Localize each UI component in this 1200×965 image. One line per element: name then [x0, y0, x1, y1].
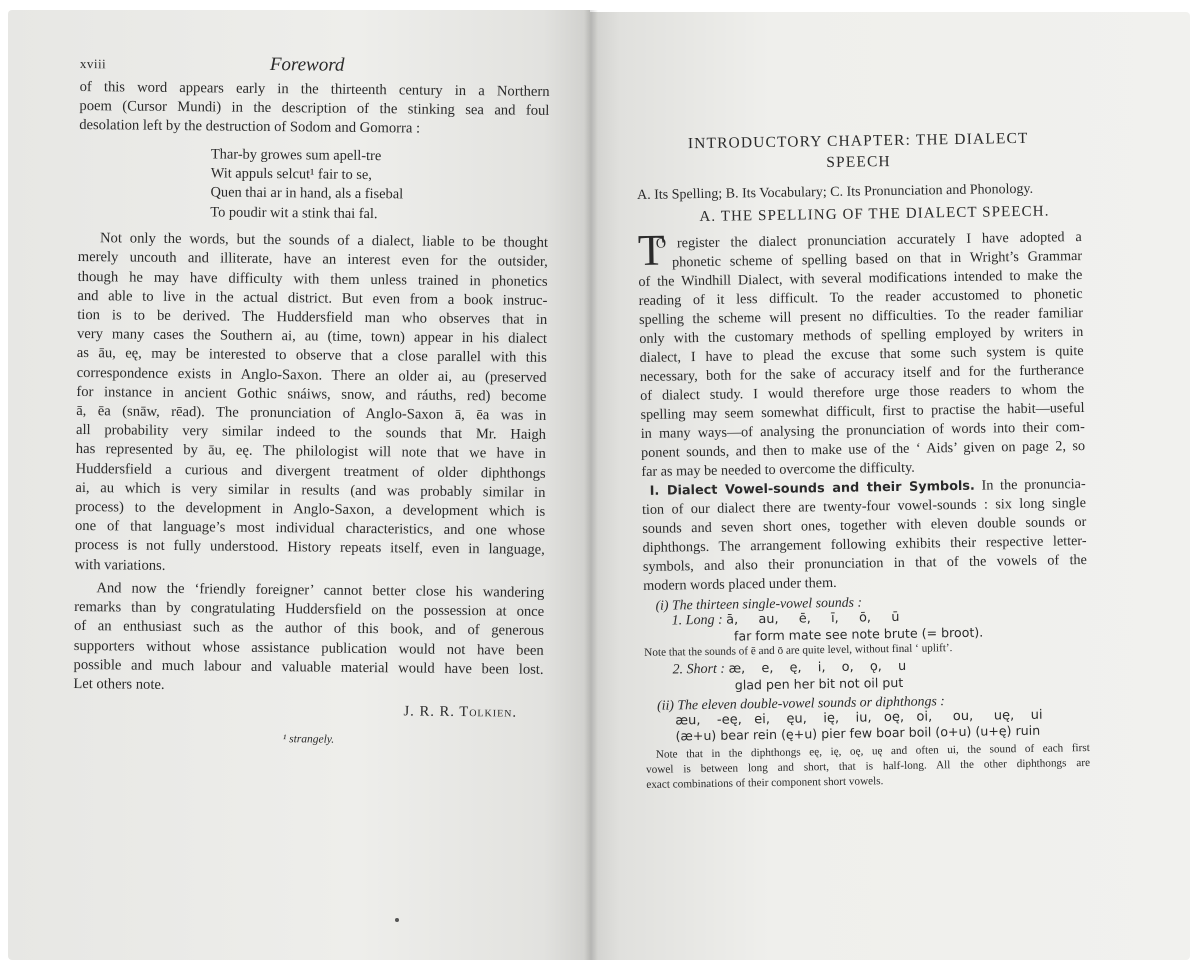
text-line: far as may be needed to overcome the difficulty.	[641, 459, 915, 480]
text-line: reading of it less difficult. To the reader accustomed to phonetic	[638, 286, 1083, 309]
single-vowel-heading: (i) The thirteen single-vowel sounds :	[655, 594, 863, 613]
double-vowel-heading: (ii) The eleven double-vowel sounds or diphthongs :	[656, 693, 945, 713]
running-head	[80, 52, 550, 83]
text-line: Let others note.	[73, 675, 165, 693]
short-example-words: glad pen her bit not oil put	[734, 674, 904, 693]
left-page-content	[73, 52, 550, 748]
right-page-content	[636, 121, 1090, 793]
text-line: phonetic scheme of spelling based on that in Wright’s Grammar	[671, 248, 1083, 271]
text-line: Not only the words, but the sounds of a dialect, liable to be thought	[99, 230, 549, 252]
text-line: possible and much labour and valuable material would have been lost.	[73, 656, 544, 678]
running-title: Foreword	[269, 53, 345, 76]
text-line: sounds and seven short ones, together with eleven double sounds or	[642, 513, 1087, 537]
text-line: necessary, both for the sake of accuracy itself and for the furtherance	[639, 361, 1084, 385]
long-symbols: ā, au, ē, ī, ō, ū	[726, 609, 900, 628]
poem-line: Wit appuls selcut¹ fair to se,	[210, 165, 373, 184]
text-line: diphthongs. The arrangement following exhibits their respective letter-	[642, 532, 1087, 556]
drop-cap: T	[637, 225, 666, 275]
text-line: symbols, and also their pronunciation in that of the vowels of the	[642, 551, 1087, 575]
text-line: And now the ‘friendly foreigner’ cannot better close his wandering	[96, 580, 545, 601]
text-line: process is not fully understood. History repeats itself, even in language,	[74, 537, 545, 559]
note-line: vowel is between long and short, that is half-long. All the other diphthongs are	[645, 756, 1091, 776]
text-line: spelling the scheme will present no difficulties. To the reader familiar	[638, 305, 1084, 328]
paragraph-2	[75, 229, 549, 580]
paragraph-3	[73, 579, 544, 699]
text-line: desolation left by the destruction of Sodom and Gomorra :	[79, 117, 421, 137]
text-line: of dialect study. I would therefore urge those readers to whom the	[640, 380, 1085, 404]
footnote: ¹ strangely.	[282, 733, 335, 746]
text-line: as āu, eę, may be interested to observe that a close parallel with this	[76, 345, 547, 367]
short-label: 2. Short :	[672, 661, 726, 678]
section-list: A. Its Spelling; B. Its Vocabulary; C. Its Pronunciation and Phonology.	[636, 181, 1034, 203]
short-symbols: æ, e, ę, i, o, ǫ, u	[728, 658, 907, 677]
text-line: of an enthusiast such as the author of this book, and of generous	[73, 618, 545, 640]
diphthong-example-words: (æ+u) bear rein (ę+u) pier few boar boil (o+u) (u+ę) ruin	[675, 722, 1041, 744]
text-line: and able to live in the actual district. But even from a book instruc-	[77, 287, 548, 309]
vowel-paragraph	[642, 475, 1088, 596]
text-line: only with the customary methods of spelling employed by writers in	[639, 324, 1084, 347]
text-line: though he may have difficulty with them unless trained in phonetics	[77, 268, 548, 290]
text-line: remarks than by congratulating Huddersfield on the possession at once	[74, 599, 545, 620]
long-example-words: far form mate see note brute (= broot).	[733, 624, 984, 644]
page-mark	[395, 918, 399, 922]
chapter-title-line: INTRODUCTORY CHAPTER: THE DIALECT	[687, 129, 1029, 153]
text-line: O register the dialect pronunciation accurately I have adopted a	[655, 229, 1082, 252]
paragraph-1	[79, 78, 550, 141]
poem-line: Thar-by growes sum apell-tre	[210, 145, 382, 164]
text-line: dialect, I have to plead the excuse that some such system is quite	[639, 342, 1084, 366]
text-fragment: In the pronuncia-	[981, 475, 1086, 494]
spelling-paragraph	[637, 225, 1086, 482]
text-line: correspondence exists in Anglo-Saxon. There an older ai, au (preserved	[76, 364, 547, 386]
text-line: for instance in ancient Gothic snáiws, snow, and ráuths, red) become	[76, 383, 547, 405]
chapter-title	[636, 127, 1081, 176]
text-line: spelling may seem somewhat difficult, first to practise the habit—useful	[640, 399, 1085, 423]
text-line: very many cases the Southern ai, au (time, town) appear in his dialect	[76, 326, 548, 348]
text-line: poem (Cursor Mundi) in the description of the stinking sea and foul	[79, 98, 550, 120]
long-label: 1. Long :	[671, 612, 723, 629]
poem-quotation	[210, 145, 549, 226]
text-line: process) to the development in Anglo-Saxon, a development which is	[75, 499, 546, 520]
poem-line: To poudir wit a stink thai fal.	[210, 204, 378, 222]
text-line: tion is to be derived. The Huddersfield man who observes that in	[77, 307, 548, 328]
long-note: Note that the sounds of ē and ō are quite level, without final ‘ uplift’.	[644, 642, 953, 659]
text-line: tion of our dialect there are twenty-four vowel-sounds : six long single	[641, 494, 1087, 518]
chapter-title-line: SPEECH	[826, 153, 891, 172]
vowel-heading: I. Dialect Vowel-sounds and their Symbols.	[649, 478, 975, 499]
text-line: of this word appears early in the thirteenth century in a Northern	[79, 78, 550, 100]
text-line: ā, ēa (snāw, rēad). The pronunciation of Anglo-Saxon ā, ēa was in	[76, 403, 547, 424]
note-line: Note that in the diphthongs eę, ię, oę, uę and often ui, the sound of each first	[655, 741, 1090, 761]
text-line: of the Windhill Dialect, with several modifications intended to make the	[638, 267, 1083, 290]
page-number: xviii	[79, 55, 107, 72]
text-line: all probability very similar indeed to the sounds that Mr. Haigh	[75, 422, 547, 444]
diphthong-note	[646, 741, 1091, 793]
author-signature: J. R. R. Tolkien.	[403, 703, 518, 721]
poem-line: Quen thai ar in hand, als a fisebal	[210, 184, 404, 203]
section-a-heading: A. THE SPELLING OF THE DIALECT SPEECH.	[699, 203, 1050, 226]
book-gutter	[584, 10, 598, 960]
text-line: ponent sounds, and then to make use of the ‘ Aids’ given on page 2, so	[640, 437, 1086, 461]
text-line: modern words placed under them.	[643, 574, 837, 594]
text-line: merely uncouth and illiterate, have an interest even for the outsider,	[77, 249, 548, 271]
text-line: with variations.	[74, 556, 166, 574]
text-line: has represented by āu, eę. The philologist will note that we have in	[75, 441, 546, 463]
text-line: one of that language’s most individual characteristics, and one whose	[74, 518, 546, 540]
text-line: ai, au which is very similar in results (and was probably similar in	[75, 479, 546, 501]
text-line: supporters without whose assistance publication would not have been	[73, 637, 544, 659]
note-line: exact combinations of their component short vowels.	[646, 775, 884, 791]
text-line: in many ways—of analysing the pronunciation of words into their com-	[640, 418, 1085, 442]
diphthong-symbols: æu, -eę, ei, ęu, ię, iu, oę, oi, ou, uę, ui	[675, 707, 1043, 729]
text-line: Huddersfield a curious and divergent treatment of older diphthongs	[75, 460, 546, 482]
